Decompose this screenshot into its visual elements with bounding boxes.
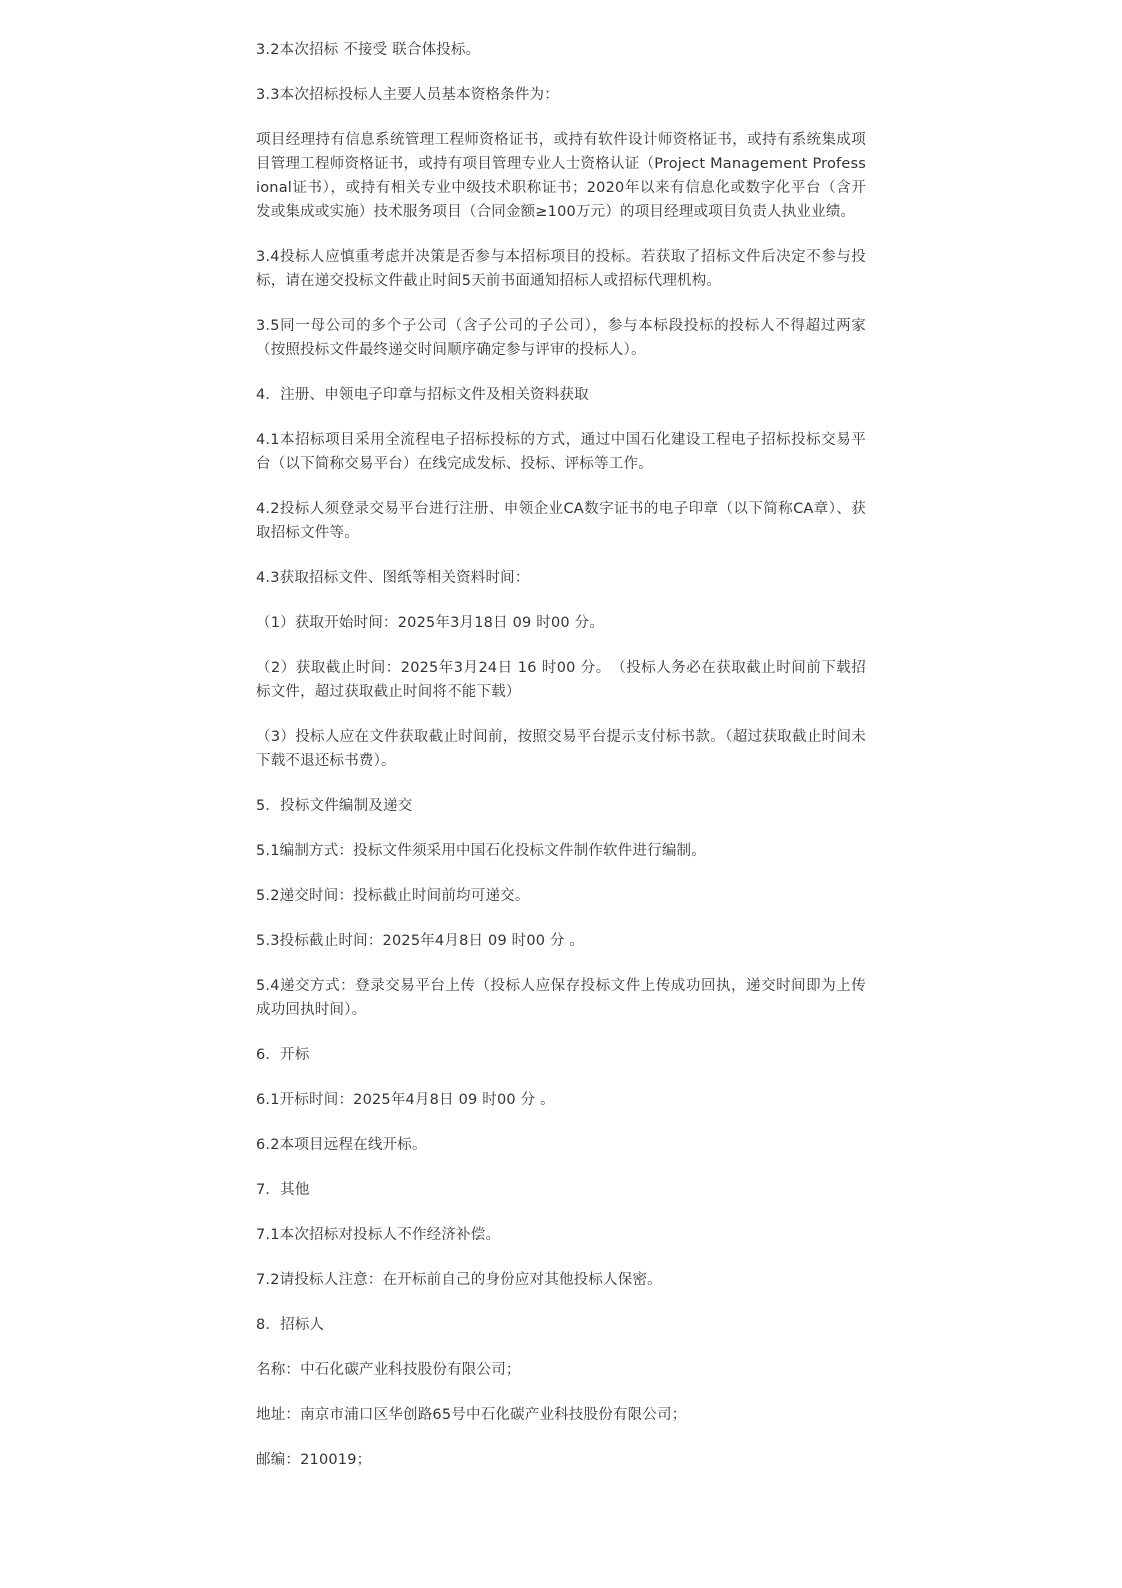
- clause-3-3: 3.3本次招标投标人主要人员基本资格条件为：: [256, 87, 559, 103]
- section-8-heading: 8．招标人: [256, 1317, 325, 1333]
- clause-7-2: 7.2请投标人注意：在开标前自己的身份应对其他投标人保密。: [256, 1272, 662, 1288]
- clause-4-1: 4.1本招标项目采用全流程电子招标投标的方式，通过中国石化建设工程电子招标投标交易平台（以下简称交易平台）在线完成发标、投标、评标等工作。: [256, 432, 866, 472]
- clause-4-2: 4.2投标人须登录交易平台进行注册、申领企业CA数字证书的电子印章（以下简称CA章）、获取招标文件等。: [256, 501, 866, 541]
- tenderer-name: 名称：中石化碳产业科技股份有限公司；: [256, 1362, 521, 1378]
- clause-7-1: 7.1本次招标对投标人不作经济补偿。: [256, 1227, 501, 1243]
- clause-5-3: 5.3投标截止时间：2025年4月8日 09 时00 分 。: [256, 933, 585, 949]
- clause-3-3-detail: 项目经理持有信息系统管理工程师资格证书，或持有软件设计师资格证书，或持有系统集成项目管理工程师资格证书，或持有项目管理专业人士资格认证（Project Management Professional证书），或持有相关专业中级技术职称证书；2020年以来有信息化或数字化平台（含开发或集成或实施）技术服务项目（合同金额≥100万元）的项目经理或项目负责人执业业绩。: [256, 132, 866, 220]
- clause-3-4: 3.4投标人应慎重考虑并决策是否参与本招标项目的投标。若获取了招标文件后决定不参与投标，请在递交投标文件截止时间5天前书面通知招标人或招标代理机构。: [256, 249, 866, 289]
- clause-6-2: 6.2本项目远程在线开标。: [256, 1137, 427, 1153]
- tenderer-address: 地址：南京市浦口区华创路65号中石化碳产业科技股份有限公司；: [256, 1407, 687, 1423]
- section-7-heading: 7．其他: [256, 1182, 310, 1198]
- clause-5-1: 5.1编制方式：投标文件须采用中国石化投标文件制作软件进行编制。: [256, 843, 706, 859]
- clause-4-3-item-1: （1）获取开始时间：2025年3月18日 09 时00 分。: [256, 615, 605, 631]
- clause-6-1: 6.1开标时间：2025年4月8日 09 时00 分 。: [256, 1092, 555, 1108]
- section-6-heading: 6．开标: [256, 1047, 310, 1063]
- clause-3-2: 3.2本次招标 不接受 联合体投标。: [256, 42, 481, 58]
- clause-4-3-item-2: （2）获取截止时间：2025年3月24日 16 时00 分。 （投标人务必在获取截止时间前下载招标文件，超过获取截止时间将不能下载）: [256, 660, 866, 700]
- section-4-heading: 4．注册、申领电子印章与招标文件及相关资料获取: [256, 387, 589, 403]
- clause-4-3-item-3: （3）投标人应在文件获取截止时间前，按照交易平台提示支付标书款。（超过获取截止时间未下载不退还标书费）。: [256, 729, 866, 769]
- document-body: [256, 38, 866, 1493]
- clause-4-3: 4.3获取招标文件、图纸等相关资料时间：: [256, 570, 530, 586]
- clause-3-5: 3.5同一母公司的多个子公司（含子公司的子公司），参与本标段投标的投标人不得超过两家（按照投标文件最终递交时间顺序确定参与评审的投标人）。: [256, 318, 866, 358]
- tenderer-postcode: 邮编：210019；: [256, 1452, 372, 1468]
- section-5-heading: 5．投标文件编制及递交: [256, 798, 413, 814]
- clause-5-4: 5.4递交方式：登录交易平台上传（投标人应保存投标文件上传成功回执，递交时间即为上传成功回执时间）。: [256, 978, 866, 1018]
- clause-5-2: 5.2递交时间：投标截止时间前均可递交。: [256, 888, 530, 904]
